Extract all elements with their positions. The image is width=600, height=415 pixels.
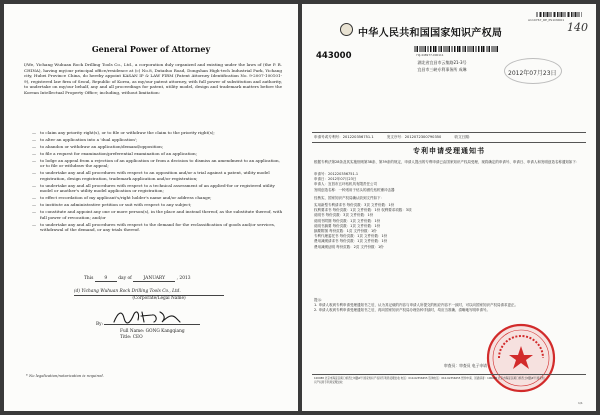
address-line: 湖北省宜昌市云集路21-3号	[417, 60, 467, 65]
top-barcode	[536, 12, 582, 17]
application-fields	[314, 172, 586, 193]
company-name-line	[74, 289, 224, 296]
notice-paragraph: 根据专利法第28条及其实施细则第38条、第39条的规定，申请人提出的专利申请已由国家知识产权局受理，现将确定的申请号、申请日、申请人和发明创造名称通知如下：	[314, 160, 580, 164]
by-label: By:	[96, 322, 104, 327]
document-item: 权利要求书 每份页数：1页 文件份数：1份 权利要求项数：3项	[314, 208, 412, 213]
signing-date	[84, 276, 191, 282]
application-number: 申请号或专利号：201220356751.1	[314, 135, 374, 139]
mail-barcode	[414, 46, 498, 52]
document-item: 费用减缓请求书 每份页数：1页 文件份数：1份	[314, 239, 388, 244]
divider	[312, 142, 586, 143]
signer-name: Full Name: GONG Kangqiang	[120, 329, 185, 334]
national-emblem-icon	[340, 23, 353, 36]
date-mid: day of	[118, 276, 132, 281]
page-number: 1/1	[578, 401, 583, 405]
power-item: — to institute an administrative petition or suit with respect to any subject;	[32, 202, 284, 207]
document-item: 摘要附图 每份页数：1页 文件份数：1份	[314, 229, 377, 234]
recipient-address	[400, 60, 484, 73]
handwritten-number: 140	[567, 21, 588, 34]
power-item: — to constitute and appoint any one or more person(s), in the place and instead thereof, as the substitute thereof, with full power of revocation; and/or	[32, 209, 284, 220]
power-item: — to effect recordation of my applicant's/right holder's name and/or address change;	[32, 195, 284, 200]
signer-by-line	[96, 322, 200, 327]
document-item: 专利代理委托书 每份页数：1页 文件份数：1份	[314, 234, 388, 239]
application-meta	[314, 135, 584, 140]
document-item: 实用新型专利请求书 每份页数：3页 文件份数：1份	[314, 203, 395, 207]
power-of-attorney-page	[4, 4, 298, 411]
tip-item: 提示：	[314, 298, 325, 302]
received-documents-list	[314, 203, 586, 250]
power-item: — to file a request for examination/preferential examination of an application;	[32, 151, 284, 156]
office-header: 中华人民共和国国家知识产权局	[358, 28, 503, 39]
application-field: 申请人：宜昌市五环钻机具有限责任公司	[314, 182, 377, 187]
application-field: 申请日：2012年07月23日	[314, 177, 357, 182]
date-day: 9	[95, 276, 117, 282]
application-field: 申请号：201220356751.1	[314, 172, 359, 176]
issue-number: 发文序号：2012072300790350	[386, 135, 442, 139]
power-item: — to abandon or withdraw an application/demand/opposition;	[32, 144, 284, 149]
postcode: 443000	[316, 51, 352, 61]
divider	[312, 132, 586, 133]
company-prefix: (d)	[74, 289, 81, 294]
power-item: — to undertake any and all procedures with respect to the demand for the reclassification of goods and/or services, withdrawal of the demand, or any trials thereof.	[32, 222, 284, 233]
postmark-date	[508, 68, 557, 77]
documents-heading: 经核实，国家知识产权局确认收到文件如下：	[314, 196, 384, 200]
mail-barcode-text: Y0J-448977-000111	[416, 53, 444, 57]
date-prefix: This	[84, 276, 94, 281]
footer-text: 100088 北京市海淀区蓟门桥西土城路6号 国家知识产权局专利局受理处收 电话：010-62356655 咨询电话：010-62356655 纸件申请，回函请寄：100088 北京市海淀区蓟门桥西土城路6号 国家知识产权局专利局受理处收	[314, 377, 545, 384]
document-item: 费用减缓证明 每份页数：2页 文件份数：1份	[314, 244, 384, 249]
signer-title: Title: CEO	[120, 335, 143, 340]
signature-line	[104, 324, 200, 325]
date-month: JANUARY	[133, 276, 175, 282]
notice-title: 专利申请受理通知书	[413, 147, 485, 155]
address-line: 宜昌市三峡专利事务所 成琳	[417, 66, 467, 72]
tip-item: 2. 申请人收到专利申请受理通知书之后，再向国家知识产权局办理各种手续时，均应当准确、清晰地写明申请号。	[314, 308, 490, 313]
company-name: Yichang Wuhuan Rock Drilling Tools Co., Ltd.	[81, 289, 181, 294]
powers-list	[32, 130, 284, 234]
date-year: , 2013	[176, 276, 191, 281]
page-title: General Power of Attorney	[91, 44, 211, 54]
document-item: 说明书摘要 每份页数：1页 文件份数：1份	[314, 223, 381, 228]
postmark-date-text: 2012年07月23日	[508, 70, 557, 77]
receipt-date-label: 收文日期：	[454, 135, 473, 139]
legalization-note: * No legalization/notarization is required.	[26, 374, 104, 378]
power-item: — to undertake any and all procedures with respect to a technical assessment of an applied-for or registered utility model or another's utility model application or registration;	[32, 183, 284, 194]
tip-item: 1. 申请人收到专利申请受理通知书之后，认为其记载的内容与申请人所提交的相应内容不一致时，可以向国家知识产权局请求更正。	[314, 303, 518, 308]
attorney-intro-paragraph: I/We, Yichang Wuhuan Rock Drilling Tools Co., Ltd., a corporation duly organized and existing under the laws of (the P. R. CHINA), having my/our principal office/residence at (c) No.8, Dutaduo Road, Dongshan High-tech Industrial Park, Yichang city, Hubei Province China, do hereby appoint KASAN IP & LAW FIRM (Patent Attorney Identification No. 9-2007-100101-9), registered law firm of Seoul, Republic of Korea, as my/our patent attorney, with full power of substitution and authority, to undertake on my/our behalf, any and all proceedings for patent, utility model, design and trademark matters before the Korean Intellectual Property Office; including, without limitation:	[24, 62, 282, 95]
patent-acceptance-notice-page	[302, 4, 596, 411]
notice-tips	[314, 298, 586, 314]
power-item: — to undertake any and all procedures with respect to an opposition and/or a trial against a patent, utility model registration, design registration, trademark application and/or registration;	[32, 170, 284, 181]
postmark-ring	[504, 58, 562, 84]
document-item: 说明书 每份页数：3页 文件份数：1份	[314, 213, 374, 218]
application-field: 发明创造名称：一种适用于钻头的潜孔钻机锤冲击器	[314, 187, 395, 192]
company-caption: (Corporate/Legal Name)	[132, 296, 186, 301]
top-code: A110767_RE_PS1CN001	[528, 18, 565, 22]
document-item: 说明书附图 每份页数：1页 文件份数：1份	[314, 218, 381, 223]
power-item: — to claim any priority right(s), or to file or withdraw the claim to the priority right(s);	[32, 130, 284, 135]
power-item: — to lodge an appeal from a rejection of an application or from a decision to dismiss an amendment to an application, or to file or withdraw the appeal;	[32, 158, 284, 169]
examiner-line: 审查员：审查员 电子申请	[444, 363, 487, 368]
power-item: — to alter an application into a 'dual application';	[32, 137, 284, 142]
